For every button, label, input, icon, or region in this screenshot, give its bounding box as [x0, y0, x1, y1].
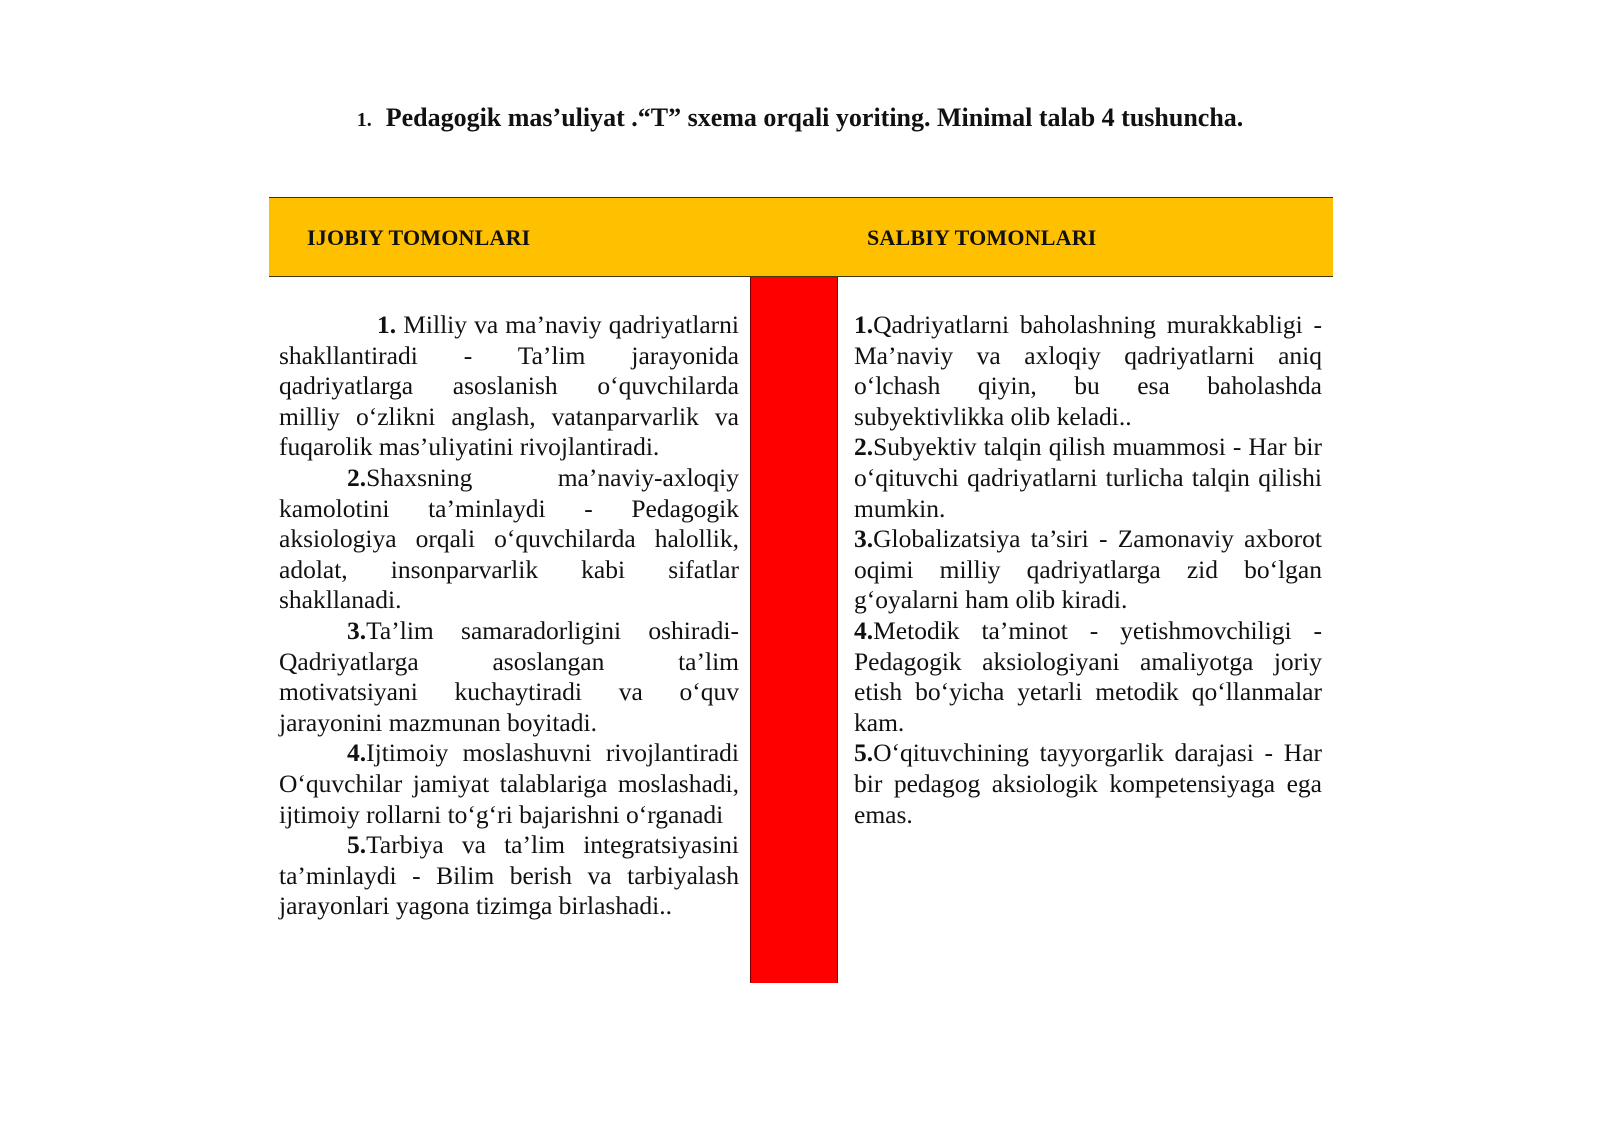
item-number: 2. [347, 462, 367, 492]
item-text: Subyektiv talqin qilish muammosi - Har bir o‘qituvchi qadriyatlarni turlicha talqin qilishi mumkin. [854, 432, 1322, 523]
negative-sides-header: SALBIY TOMONLARI [867, 225, 1097, 250]
t-chart-divider [750, 277, 838, 983]
item-number: 5. [347, 830, 367, 860]
item-text: Milliy va ma’naviy qadriyatlarni shakllantiradi - Ta’lim jarayonida qadriyatlarga asoslanish o‘quvchilarda milliy o‘zlikni anglash, vatanparvarlik va fuqarolik mas’uliyatini rivojlantiradi. [279, 310, 739, 462]
positive-sides-header: IJOBIY TOMONLARI [307, 225, 531, 250]
item-number: 5. [854, 738, 874, 768]
positive-item [279, 830, 739, 922]
positive-item [279, 463, 739, 616]
positive-item [279, 738, 739, 830]
title-text: Pedagogik mas’uliyat .“T” sxema orqali yoriting. Minimal talab 4 tushuncha. [385, 103, 1244, 132]
item-text: Ijtimoiy moslashuvni rivojlantiradi O‘quvchilar jamiyat talablariga moslashadi, ijtimoiy rollarni to‘g‘ri bajarishni o‘rganadi [279, 738, 739, 829]
positive-sides-column [279, 310, 739, 922]
positive-item [279, 310, 739, 463]
item-number: 3. [347, 615, 367, 645]
negative-sides-column [854, 310, 1322, 830]
negative-item [854, 738, 1322, 830]
item-text: O‘qituvchining tayyorgarlik darajasi - Har bir pedagog aksiologik kompetensiyaga ega emas. [854, 738, 1322, 829]
t-chart-header [269, 197, 1333, 277]
title-number: 1. [356, 109, 372, 131]
item-number: 4. [854, 615, 874, 645]
item-number: 3. [854, 524, 874, 554]
item-number: 4. [347, 738, 367, 768]
item-text: Tarbiya va ta’lim integratsiyasini ta’minlaydi - Bilim berish va tarbiyalash jarayonlari yagona tizimga birlashadi.. [279, 830, 739, 921]
item-number: 1. [854, 310, 874, 339]
item-text: Qadriyatlarni baholashning murakkabligi - Ma’naviy va axloqiy qadriyatlarni aniq o‘lchash qiyin, bu esa baholashda subyektivlikka olib keladi.. [854, 310, 1322, 431]
item-number: 1. [377, 310, 397, 339]
item-number: 2. [854, 432, 874, 462]
negative-item [854, 524, 1322, 616]
item-text: Globalizatsiya ta’siri - Zamonaviy axborot oqimi milliy qadriyatlarga zid bo‘lgan g‘oyalarni ham olib kiradi. [854, 524, 1322, 615]
page-title [0, 103, 1600, 133]
item-text: Shaxsning ma’naviy-axloqiy kamolotini ta’minlaydi - Pedagogik aksiologiya orqali o‘quvchilarda halollik, adolat, insonparvarlik kabi sifatlar shakllanadi. [279, 462, 739, 615]
item-text: Metodik ta’minot - yetishmovchiligi - Pedagogik aksiologiyani amaliyotga joriy etish bo‘yicha yetarli metodik qo‘llanmalar kam. [854, 615, 1322, 737]
positive-item [279, 616, 739, 738]
negative-item [854, 616, 1322, 738]
item-text: Ta’lim samaradorligini oshiradi- Qadriyatlarga asoslangan ta’lim motivatsiyani kuchaytiradi va o‘quv jarayonini mazmunan boyitadi. [279, 615, 739, 737]
negative-item [854, 432, 1322, 524]
negative-item [854, 310, 1322, 432]
